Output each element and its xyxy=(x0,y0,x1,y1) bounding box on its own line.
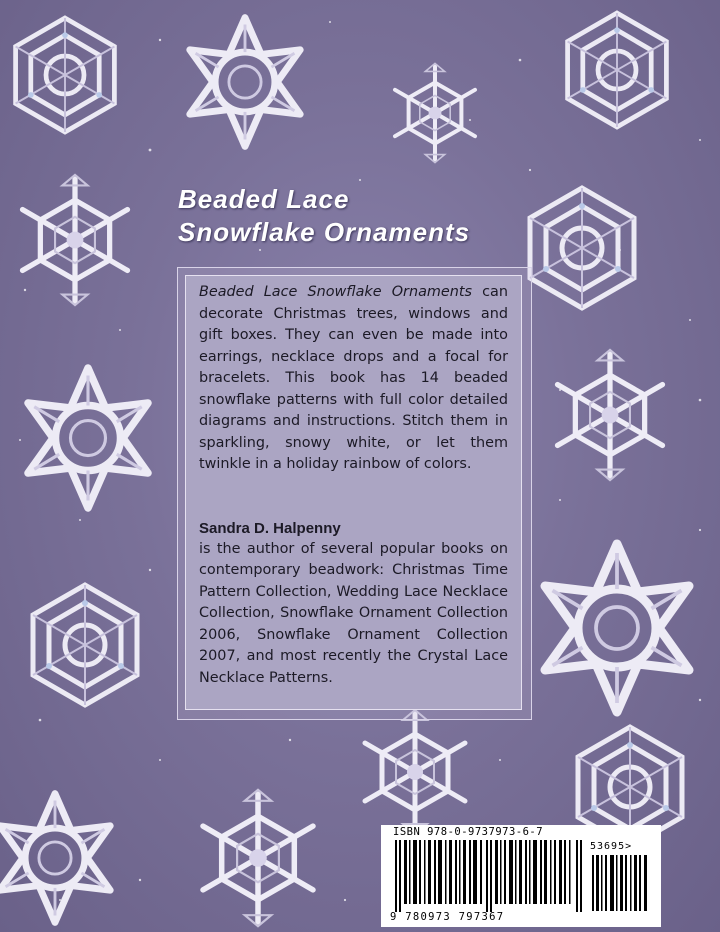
price-addon-digits: 53695> xyxy=(590,841,633,852)
description-panel xyxy=(185,275,522,710)
title-line-2: Snowflake Ornaments xyxy=(178,217,471,247)
isbn-label: ISBN 978-0-9737973-6-7 xyxy=(393,826,544,838)
author-bio: is the author of several popular books on contemporary beadwork: Christmas Time Pattern Collection, Wedding Lace Necklace Collection, Snowflake Ornament Collection 2006, Snowflake Ornament Collection 2007, and most recently the Crystal Lace Necklace Patterns. xyxy=(199,540,508,686)
title-line-1: Beaded Lace xyxy=(178,184,350,214)
ean-digits: 9 780973 797367 xyxy=(390,911,505,923)
isbn-barcode xyxy=(381,825,661,927)
ean-barcode-bars xyxy=(393,840,585,912)
book-description xyxy=(199,282,508,476)
blurb-text: can decorate Christmas trees, windows and gift boxes. They can even be made into earrings, necklace drops and a focal for bracelets. This book has 14 beaded snowflake patterns with full color detailed diagrams and instructions. Stitch them in sparkling, snowy white, or let them twinkle in a holiday rainbow of colors. xyxy=(199,284,508,472)
book-title xyxy=(178,183,470,249)
blurb-book-title: Beaded Lace Snowflake Ornaments xyxy=(199,284,473,300)
author-name: Sandra D. Halpenny xyxy=(199,519,341,537)
addon-barcode-bars xyxy=(592,855,650,911)
